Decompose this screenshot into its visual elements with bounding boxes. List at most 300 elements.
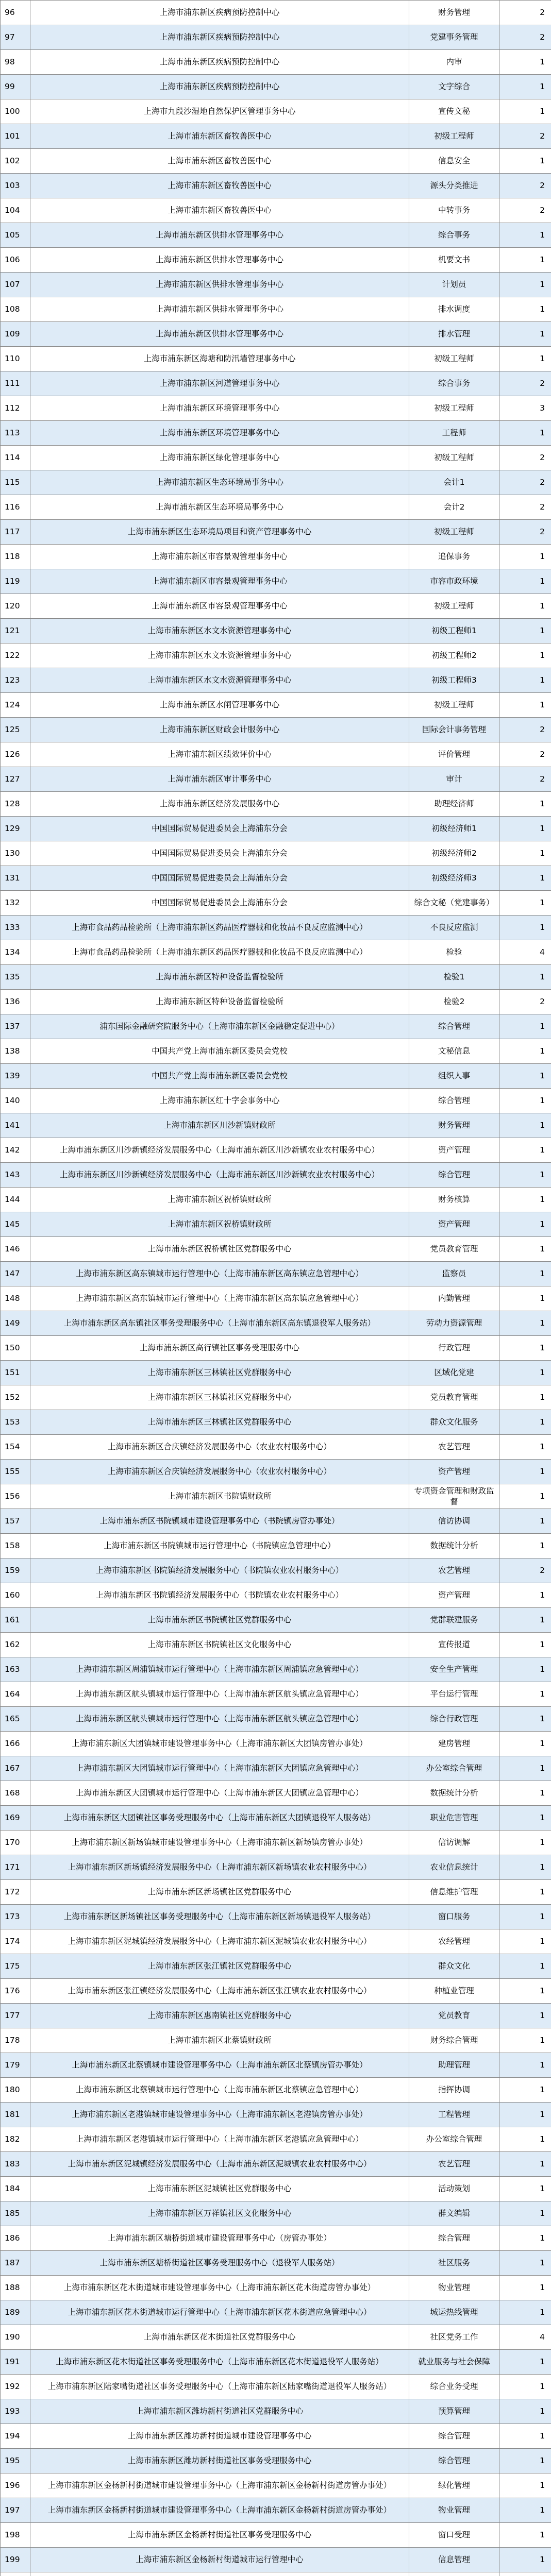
table-row <box>1 1484 551 1509</box>
row-number-cell: 163 <box>1 1657 30 1682</box>
unit-name-cell: 上海市浦东新区供排水管理事务中心 <box>30 322 409 347</box>
headcount-cell: 1 <box>499 1831 551 1855</box>
headcount-cell: 1 <box>499 1311 551 1336</box>
post-name-cell: 预算管理 <box>409 2399 499 2424</box>
post-name-cell: 追保事务 <box>409 545 499 569</box>
row-number-cell: 139 <box>1 1064 30 1089</box>
headcount-cell: 2 <box>499 520 551 545</box>
table-row <box>1 297 551 322</box>
post-name-cell: 初级工程师 <box>409 124 499 149</box>
row-number-cell: 129 <box>1 817 30 841</box>
post-name-cell: 综合管理 <box>409 2226 499 2251</box>
headcount-cell: 1 <box>499 1954 551 1979</box>
headcount-cell: 2 <box>499 1 551 25</box>
unit-name-cell: 上海市浦东新区河道管理事务中心 <box>30 371 409 396</box>
table-row <box>1 1558 551 1583</box>
unit-name-cell: 上海市浦东新区大团镇城市建设管理事务中心（上海市浦东新区大团镇房管办事处） <box>30 1732 409 1756</box>
headcount-cell: 2 <box>499 446 551 470</box>
table-row <box>1 1113 551 1138</box>
unit-name-cell: 上海市浦东新区红十字会事务中心 <box>30 1089 409 1113</box>
unit-name-cell: 上海市浦东新区高行镇社区事务受理服务中心 <box>30 1336 409 1361</box>
headcount-cell: 2 <box>499 470 551 495</box>
row-number-cell: 140 <box>1 1089 30 1113</box>
unit-name-cell: 上海市浦东新区老港镇城市运行管理中心（上海市浦东新区老港镇应急管理中心） <box>30 2127 409 2152</box>
unit-name-cell: 上海市浦东新区泥城镇经济发展服务中心（上海市浦东新区泥城镇农业农村服务中心） <box>30 1929 409 1954</box>
headcount-cell: 1 <box>499 273 551 297</box>
table-row <box>1 2152 551 2177</box>
unit-name-cell: 上海市浦东新区疾病预防控制中心 <box>30 25 409 50</box>
unit-name-cell: 上海市浦东新区环境管理事务中心 <box>30 396 409 421</box>
unit-name-cell: 中国共产党上海市浦东新区委员会党校 <box>30 1039 409 1064</box>
table-row <box>1 1460 551 1484</box>
post-name-cell: 初级经济师1 <box>409 817 499 841</box>
unit-name-cell: 上海市浦东新区北蔡镇财政所 <box>30 2028 409 2053</box>
unit-name-cell: 上海市浦东新区畜牧兽医中心 <box>30 124 409 149</box>
table-row <box>1 2053 551 2078</box>
post-name-cell: 不良反应监测 <box>409 916 499 940</box>
post-name-cell: 初级工程师 <box>409 520 499 545</box>
row-number-cell: 141 <box>1 1113 30 1138</box>
post-name-cell: 综合文秘（党建事务） <box>409 891 499 916</box>
headcount-cell: 1 <box>499 2473 551 2498</box>
row-number-cell: 102 <box>1 149 30 174</box>
row-number-cell: 114 <box>1 446 30 470</box>
row-number-cell: 99 <box>1 75 30 99</box>
post-name-cell: 检验 <box>409 940 499 965</box>
table-row <box>1 1905 551 1929</box>
unit-name-cell: 上海市浦东新区书院镇财政所 <box>30 1484 409 1509</box>
table-row <box>1 817 551 841</box>
row-number-cell: 157 <box>1 1509 30 1534</box>
post-name-cell: 资产管理 <box>409 1583 499 1608</box>
post-name-cell: 工程管理 <box>409 2103 499 2127</box>
table-row <box>1 1608 551 1633</box>
row-number-cell: 168 <box>1 1781 30 1806</box>
table-row <box>1 50 551 75</box>
unit-name-cell: 上海市浦东新区畜牧兽医中心 <box>30 174 409 198</box>
headcount-cell: 2 <box>499 371 551 396</box>
row-number-cell: 193 <box>1 2399 30 2424</box>
post-name-cell: 资产管理 <box>409 1460 499 1484</box>
table-row <box>1 1732 551 1756</box>
table-row <box>1 718 551 742</box>
row-number-cell: 198 <box>1 2523 30 2548</box>
row-number-cell: 121 <box>1 619 30 643</box>
row-number-cell: 156 <box>1 1484 30 1509</box>
headcount-cell: 1 <box>499 693 551 718</box>
headcount-cell: 2 <box>499 25 551 50</box>
unit-name-cell: 上海市浦东新区张江镇社区党群服务中心 <box>30 1954 409 1979</box>
post-name-cell: 初级工程师 <box>409 446 499 470</box>
post-name-cell: 综合业务受理 <box>409 2375 499 2399</box>
unit-name-cell: 上海市九段沙湿地自然保护区管理事务中心 <box>30 99 409 124</box>
headcount-cell: 1 <box>499 1361 551 1385</box>
table-row <box>1 619 551 643</box>
row-number-cell: 150 <box>1 1336 30 1361</box>
headcount-cell: 1 <box>499 2201 551 2226</box>
post-name-cell: 初级工程师 <box>409 396 499 421</box>
headcount-cell: 1 <box>499 1014 551 1039</box>
row-number-cell: 162 <box>1 1633 30 1657</box>
row-number-cell: 185 <box>1 2201 30 2226</box>
headcount-cell: 1 <box>499 545 551 569</box>
unit-name-cell: 上海市浦东新区大团镇社区事务受理服务中心（上海市浦东新区大团镇退役军人服务站） <box>30 1806 409 1831</box>
table-row <box>1 470 551 495</box>
unit-name-cell: 上海市浦东新区花木街道社区事务受理服务中心（上海市浦东新区花木街道退役军人服务站） <box>30 2350 409 2375</box>
unit-name-cell: 上海市浦东新区生态环境局事务中心 <box>30 495 409 520</box>
post-name-cell: 信访协调 <box>409 1509 499 1534</box>
post-name-cell: 初级工程师1 <box>409 619 499 643</box>
unit-name-cell: 上海市浦东新区金杨新村街道城市运行管理中心 <box>30 2548 409 2572</box>
headcount-cell: 1 <box>499 1905 551 1929</box>
table-row <box>1 495 551 520</box>
table-row <box>1 2325 551 2350</box>
headcount-cell: 1 <box>499 1039 551 1064</box>
headcount-cell: 1 <box>499 2226 551 2251</box>
headcount-cell: 1 <box>499 1286 551 1311</box>
row-number-cell: 100 <box>1 99 30 124</box>
row-number-cell: 173 <box>1 1905 30 1929</box>
row-number-cell: 172 <box>1 1880 30 1905</box>
unit-name-cell: 上海市浦东新区环境管理事务中心 <box>30 421 409 446</box>
table-row <box>1 198 551 223</box>
post-name-cell: 建房管理 <box>409 1732 499 1756</box>
table-row <box>1 2004 551 2028</box>
row-number-cell: 178 <box>1 2028 30 2053</box>
headcount-cell: 1 <box>499 965 551 990</box>
table-row <box>1 2300 551 2325</box>
unit-name-cell: 上海市浦东新区水闸管理事务中心 <box>30 693 409 718</box>
headcount-cell: 1 <box>499 1633 551 1657</box>
unit-name-cell: 上海市浦东新区三林镇社区党群服务中心 <box>30 1410 409 1435</box>
headcount-cell: 2 <box>499 124 551 149</box>
row-number-cell: 181 <box>1 2103 30 2127</box>
table-row <box>1 1855 551 1880</box>
row-number-cell: 120 <box>1 594 30 619</box>
headcount-cell: 1 <box>499 2449 551 2473</box>
unit-name-cell: 上海市浦东新区三林镇社区党群服务中心 <box>30 1361 409 1385</box>
table-row <box>1 1831 551 1855</box>
table-row <box>1 248 551 273</box>
post-name-cell: 综合事务 <box>409 223 499 248</box>
post-name-cell: 助理经济师 <box>409 792 499 817</box>
table-row <box>1 1064 551 1089</box>
headcount-cell: 1 <box>499 841 551 866</box>
row-number-cell: 197 <box>1 2498 30 2523</box>
post-name-cell: 财务核算 <box>409 1188 499 1212</box>
post-name-cell: 窗口受理 <box>409 2523 499 2548</box>
row-number-cell: 123 <box>1 668 30 693</box>
row-number-cell: 126 <box>1 742 30 767</box>
row-number-cell: 117 <box>1 520 30 545</box>
post-name-cell: 农艺管理 <box>409 1558 499 1583</box>
table-row <box>1 2078 551 2103</box>
post-name-cell: 监察员 <box>409 1262 499 1286</box>
headcount-cell: 1 <box>499 2523 551 2548</box>
post-name-cell: 物业管理 <box>409 2498 499 2523</box>
unit-name-cell: 上海市浦东新区陆家嘴街道社区事务受理服务中心（上海市浦东新区陆家嘴街道退役军人服务站） <box>30 2375 409 2399</box>
row-number-cell: 167 <box>1 1756 30 1781</box>
row-number-cell: 147 <box>1 1262 30 1286</box>
row-number-cell: 135 <box>1 965 30 990</box>
unit-name-cell: 上海市浦东新区供排水管理事务中心 <box>30 273 409 297</box>
table-row <box>1 1188 551 1212</box>
row-number-cell: 118 <box>1 545 30 569</box>
row-number-cell: 165 <box>1 1707 30 1732</box>
post-name-cell: 劳动力资源管理 <box>409 1311 499 1336</box>
headcount-cell: 1 <box>499 1138 551 1163</box>
unit-name-cell: 上海市浦东新区经济发展服务中心 <box>30 792 409 817</box>
row-number-cell: 186 <box>1 2226 30 2251</box>
headcount-cell: 1 <box>499 1188 551 1212</box>
row-number-cell: 175 <box>1 1954 30 1979</box>
unit-name-cell: 上海市浦东新区书院镇社区党群服务中心 <box>30 1608 409 1633</box>
row-number-cell: 182 <box>1 2127 30 2152</box>
row-number-cell: 132 <box>1 891 30 916</box>
post-name-cell: 初级经济师3 <box>409 866 499 891</box>
table-row <box>1 2473 551 2498</box>
unit-name-cell: 上海市浦东新区万祥镇社区文化服务中心 <box>30 2201 409 2226</box>
table-row <box>1 1583 551 1608</box>
unit-name-cell: 上海市浦东新区高东镇城市运行管理中心（上海市浦东新区高东镇应急管理中心） <box>30 1262 409 1286</box>
post-name-cell: 区域化党建 <box>409 1361 499 1385</box>
table-row <box>1 347 551 371</box>
headcount-cell: 1 <box>499 2028 551 2053</box>
headcount-cell: 1 <box>499 1484 551 1509</box>
table-row <box>1 75 551 99</box>
row-number-cell: 115 <box>1 470 30 495</box>
table-row <box>1 1262 551 1286</box>
table-row <box>1 545 551 569</box>
unit-name-cell: 上海市浦东新区花木街道社区党群服务中心 <box>30 2325 409 2350</box>
unit-name-cell: 上海市浦东新区川沙新镇财政所 <box>30 1113 409 1138</box>
headcount-cell: 1 <box>499 1880 551 1905</box>
row-number-cell: 169 <box>1 1806 30 1831</box>
post-name-cell: 助理管理 <box>409 2053 499 2078</box>
unit-name-cell: 上海市浦东新区川沙新镇经济发展服务中心（上海市浦东新区川沙新镇农业农村服务中心） <box>30 1163 409 1188</box>
table-row <box>1 1806 551 1831</box>
row-number-cell: 124 <box>1 693 30 718</box>
post-name-cell: 国际会计事务管理 <box>409 718 499 742</box>
post-name-cell: 工程师 <box>409 421 499 446</box>
headcount-cell: 1 <box>499 1583 551 1608</box>
table-row <box>1 1707 551 1732</box>
table-row <box>1 2201 551 2226</box>
table-row <box>1 2523 551 2548</box>
row-number-cell: 111 <box>1 371 30 396</box>
headcount-cell: 1 <box>499 2399 551 2424</box>
headcount-cell: 1 <box>499 1509 551 1534</box>
row-number-cell <box>1 2572 30 2576</box>
unit-name-cell: 上海市浦东新区祝桥镇社区党群服务中心 <box>30 1237 409 1262</box>
row-number-cell: 128 <box>1 792 30 817</box>
post-name-cell: 数据统计分析 <box>409 1534 499 1558</box>
unit-name-cell: 上海市浦东新区航头镇城市运行管理中心（上海市浦东新区航头镇应急管理中心） <box>30 1682 409 1707</box>
post-name-cell: 宣传文秘 <box>409 99 499 124</box>
headcount-cell: 1 <box>499 1385 551 1410</box>
headcount-cell: 2 <box>499 767 551 792</box>
post-name-cell: 信息维护管理 <box>409 1880 499 1905</box>
post-name-cell: 城运热线管理 <box>409 2300 499 2325</box>
unit-name-cell: 上海市浦东新区市容景观管理事务中心 <box>30 569 409 594</box>
row-number-cell: 191 <box>1 2350 30 2375</box>
row-number-cell: 176 <box>1 1979 30 2004</box>
row-number-cell: 195 <box>1 2449 30 2473</box>
row-number-cell: 160 <box>1 1583 30 1608</box>
table-row <box>1 1237 551 1262</box>
headcount-cell: 1 <box>499 1756 551 1781</box>
post-name-cell: 初级工程师2 <box>409 643 499 668</box>
unit-name-cell: 上海市浦东新区航头镇城市运行管理中心（上海市浦东新区航头镇应急管理中心） <box>30 1707 409 1732</box>
headcount-cell: 1 <box>499 1237 551 1262</box>
unit-name-cell: 上海市浦东新区潍坊新村街道城市建设管理事务中心 <box>30 2424 409 2449</box>
unit-name-cell: 上海市浦东新区市容景观管理事务中心 <box>30 594 409 619</box>
unit-name-cell: 上海市浦东新区生态环境局事务中心 <box>30 470 409 495</box>
post-name-cell: 数据统计分析 <box>409 1781 499 1806</box>
row-number-cell: 134 <box>1 940 30 965</box>
table-row <box>1 1 551 25</box>
headcount-cell: 4 <box>499 940 551 965</box>
table-row <box>1 2449 551 2473</box>
unit-name-cell: 上海市浦东新区绿化管理事务中心 <box>30 446 409 470</box>
table-row <box>1 1633 551 1657</box>
unit-name-cell: 上海市浦东新区书院镇城市建设管理事务中心（书院镇房管办事处） <box>30 1509 409 1534</box>
row-number-cell: 153 <box>1 1410 30 1435</box>
unit-name-cell <box>30 2572 409 2576</box>
table-row <box>1 1311 551 1336</box>
post-name-cell: 审计 <box>409 767 499 792</box>
unit-name-cell: 上海市浦东新区张江镇经济发展服务中心（上海市浦东新区张江镇农业农村服务中心） <box>30 1979 409 2004</box>
unit-name-cell: 上海市浦东新区新场镇经济发展服务中心（上海市浦东新区新场镇农业农村服务中心） <box>30 1855 409 1880</box>
unit-name-cell: 上海市浦东新区畜牧兽医中心 <box>30 198 409 223</box>
row-number-cell: 101 <box>1 124 30 149</box>
post-name-cell: 综合管理 <box>409 2424 499 2449</box>
headcount-cell: 1 <box>499 1806 551 1831</box>
post-name-cell: 资产管理 <box>409 1138 499 1163</box>
headcount-cell: 1 <box>499 2078 551 2103</box>
row-number-cell: 155 <box>1 1460 30 1484</box>
post-name-cell: 财务管理 <box>409 1113 499 1138</box>
row-number-cell: 144 <box>1 1188 30 1212</box>
headcount-cell: 1 <box>499 1855 551 1880</box>
post-name-cell: 信访调解 <box>409 1831 499 1855</box>
table-row <box>1 1781 551 1806</box>
unit-name-cell: 上海市浦东新区疾病预防控制中心 <box>30 1 409 25</box>
row-number-cell: 108 <box>1 297 30 322</box>
post-name-cell <box>409 2572 499 2576</box>
table-row <box>1 396 551 421</box>
headcount-cell: 1 <box>499 1262 551 1286</box>
headcount-cell: 1 <box>499 866 551 891</box>
headcount-cell: 1 <box>499 1608 551 1633</box>
table-row <box>1 520 551 545</box>
headcount-cell: 1 <box>499 223 551 248</box>
headcount-cell: 1 <box>499 2004 551 2028</box>
unit-name-cell: 上海市浦东新区潍坊新村街道社区党群服务中心 <box>30 2399 409 2424</box>
table-row <box>1 322 551 347</box>
row-number-cell: 137 <box>1 1014 30 1039</box>
post-name-cell: 组织人事 <box>409 1064 499 1089</box>
post-name-cell: 文字综合 <box>409 75 499 99</box>
row-number-cell: 146 <box>1 1237 30 1262</box>
headcount-cell: 2 <box>499 990 551 1014</box>
headcount-cell: 1 <box>499 2498 551 2523</box>
post-name-cell: 办公室综合管理 <box>409 2127 499 2152</box>
post-name-cell: 初级工程师 <box>409 594 499 619</box>
table-row <box>1 1336 551 1361</box>
table-row <box>1 916 551 940</box>
post-name-cell: 初级工程师3 <box>409 668 499 693</box>
unit-name-cell: 中国共产党上海市浦东新区委员会党校 <box>30 1064 409 1089</box>
unit-name-cell: 上海市浦东新区合庆镇经济发展服务中心（农业农村服务中心） <box>30 1460 409 1484</box>
post-name-cell: 活动策划 <box>409 2177 499 2201</box>
post-name-cell: 财务综合管理 <box>409 2028 499 2053</box>
unit-name-cell: 上海市浦东新区潍坊新村街道社区事务受理服务中心 <box>30 2449 409 2473</box>
row-number-cell: 188 <box>1 2276 30 2300</box>
row-number-cell: 110 <box>1 347 30 371</box>
post-name-cell: 农业信息统计 <box>409 1855 499 1880</box>
row-number-cell: 103 <box>1 174 30 198</box>
headcount-cell: 1 <box>499 1212 551 1237</box>
row-number-cell: 97 <box>1 25 30 50</box>
headcount-cell: 1 <box>499 1410 551 1435</box>
table-row <box>1 1979 551 2004</box>
row-number-cell: 143 <box>1 1163 30 1188</box>
headcount-cell <box>499 2572 551 2576</box>
row-number-cell: 166 <box>1 1732 30 1756</box>
row-number-cell: 149 <box>1 1311 30 1336</box>
table-row <box>1 1929 551 1954</box>
table-row <box>1 174 551 198</box>
headcount-cell: 2 <box>499 495 551 520</box>
post-name-cell: 初级工程师 <box>409 693 499 718</box>
row-number-cell: 125 <box>1 718 30 742</box>
post-name-cell: 党员教育 <box>409 2004 499 2028</box>
table-row <box>1 1657 551 1682</box>
unit-name-cell: 上海市浦东新区疾病预防控制中心 <box>30 50 409 75</box>
unit-name-cell: 上海市浦东新区市容景观管理事务中心 <box>30 545 409 569</box>
unit-name-cell: 上海市浦东新区新场镇城市建设管理事务中心（上海市浦东新区新场镇房管办事处） <box>30 1831 409 1855</box>
table-row <box>1 1954 551 1979</box>
row-number-cell: 107 <box>1 273 30 297</box>
unit-name-cell: 上海市浦东新区金杨新村街道城市建设管理事务中心（上海市浦东新区金杨新村街道房管办事处） <box>30 2473 409 2498</box>
table-row <box>1 2498 551 2523</box>
unit-name-cell: 中国国际贸易促进委员会上海浦东分会 <box>30 841 409 866</box>
table-row <box>1 668 551 693</box>
headcount-cell: 2 <box>499 718 551 742</box>
post-name-cell: 行政管理 <box>409 1336 499 1361</box>
table-row <box>1 421 551 446</box>
headcount-cell: 2 <box>499 174 551 198</box>
row-number-cell: 199 <box>1 2548 30 2572</box>
unit-name-cell: 上海市浦东新区供排水管理事务中心 <box>30 297 409 322</box>
table-row <box>1 446 551 470</box>
headcount-cell: 1 <box>499 619 551 643</box>
post-name-cell: 会计2 <box>409 495 499 520</box>
table-row <box>1 1138 551 1163</box>
unit-name-cell: 上海市浦东新区花木街道城市运行管理中心（上海市浦东新区花木街道应急管理中心） <box>30 2300 409 2325</box>
unit-name-cell: 上海市浦东新区老港镇城市建设管理事务中心（上海市浦东新区老港镇房管办事处） <box>30 2103 409 2127</box>
table-row <box>1 2103 551 2127</box>
row-number-cell: 122 <box>1 643 30 668</box>
post-name-cell: 群众文化服务 <box>409 1410 499 1435</box>
unit-name-cell: 浦东国际金融研究院服务中心（上海市浦东新区金融稳定促进中心） <box>30 1014 409 1039</box>
headcount-cell: 1 <box>499 891 551 916</box>
headcount-cell: 1 <box>499 2152 551 2177</box>
unit-name-cell: 上海市浦东新区水文水资源管理事务中心 <box>30 668 409 693</box>
post-name-cell: 社区党务工作 <box>409 2325 499 2350</box>
post-name-cell: 绿化管理 <box>409 2473 499 2498</box>
